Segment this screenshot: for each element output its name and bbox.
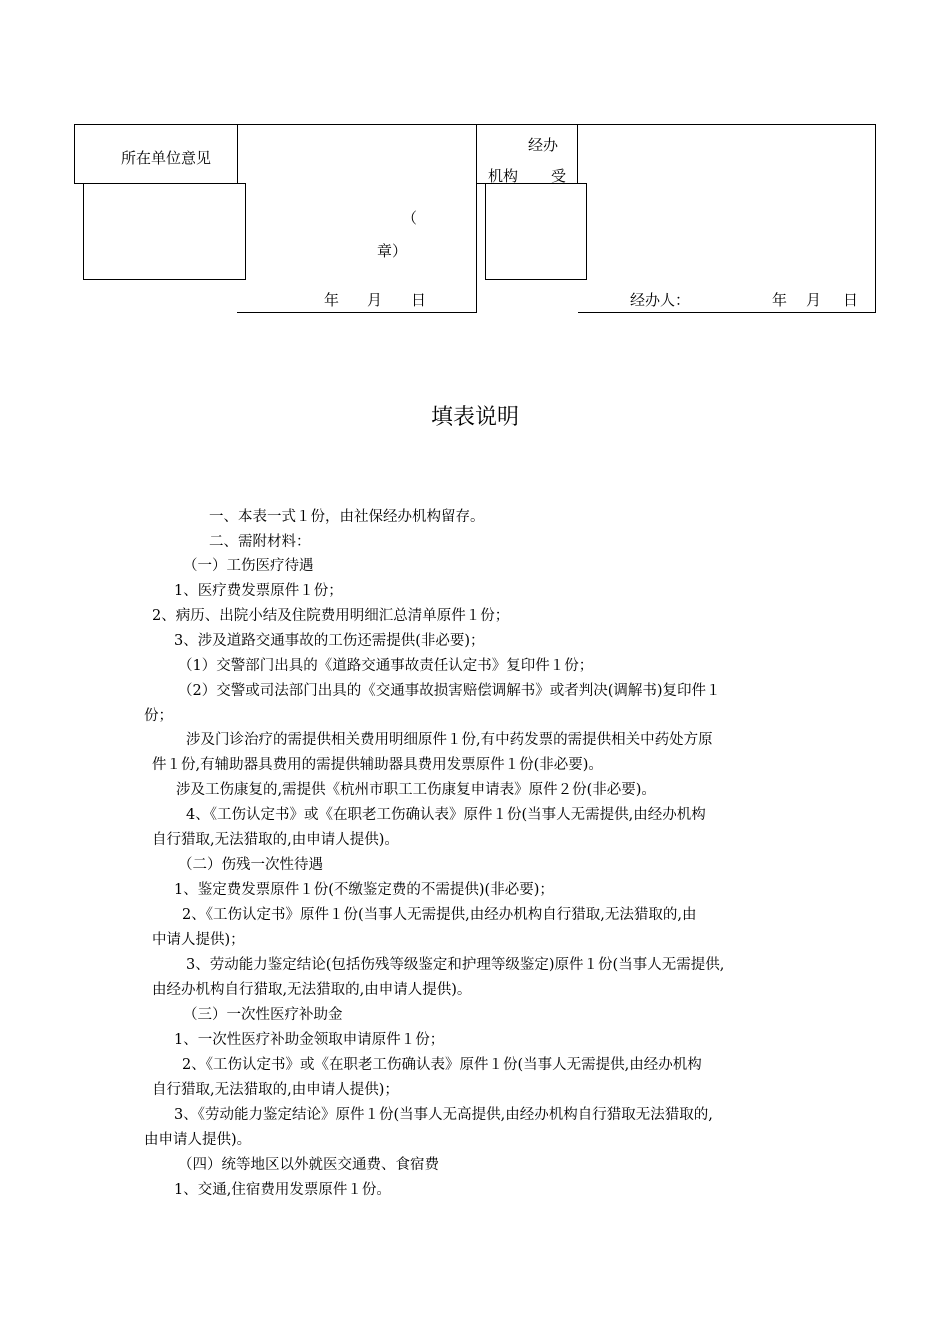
instruction-line: 3、《劳动能力鉴定结论》原件１份(当事人无高提供,由经办机构自行猎取无法猎取的, <box>174 1107 713 1123</box>
handler-date-day: 日 <box>843 291 859 309</box>
instruction-line: 1、一次性医疗补助金领取申请原件１份； <box>174 1032 445 1048</box>
instruction-line: （二）伤残一次性待遇 <box>178 857 323 873</box>
instruction-line: 2、《工伤认定书》原件１份(当事人无需提供,由经办机构自行猎取,无法猎取的,由 <box>182 907 697 923</box>
unit-date-year: 年 <box>324 291 340 309</box>
instruction-line: 涉及门诊治疗的需提供相关费用明细原件１份,有中药发票的需提供相关中药处方原 <box>186 732 713 748</box>
instruction-line: 由经办机构自行猎取,无法猎取的,由申请人提供)。 <box>152 982 472 998</box>
handler-label: 经办人： <box>630 291 691 309</box>
instruction-line: 由申请人提供)。 <box>144 1132 252 1148</box>
unit-date-day: 日 <box>411 291 427 309</box>
instruction-line: 涉及工伤康复的,需提供《杭州市职工工伤康复申请表》原件２份(非必要)。 <box>176 782 656 798</box>
instruction-line: （四）统等地区以外就医交通费、食宿费 <box>178 1157 439 1173</box>
instruction-line: 1、医疗费发票原件１份； <box>174 583 343 599</box>
seal-label: 章） <box>377 242 408 260</box>
instruction-line: （1）交警部门出具的《道路交通事故责任认定书》复印件１份； <box>178 658 594 674</box>
agency-label-line1: 经办 <box>528 136 559 154</box>
instructions-title: 填表说明 <box>430 405 519 430</box>
unit-opinion-label: 所在单位意见 <box>121 149 212 167</box>
unit-opinion-lower-box <box>83 183 246 280</box>
instruction-line: 4、《工伤认定书》或《在职老工伤确认表》原件１份(当事人无需提供,由经办机构 <box>186 807 706 823</box>
instruction-line: 一、本表一式１份，由社保经办机构留存。 <box>209 509 485 525</box>
instruction-line: 自行猎取,无法猎取的,由申请人提供)； <box>152 1082 399 1098</box>
instruction-line: 1、交通,住宿费用发票原件１份。 <box>174 1182 391 1198</box>
instruction-line: 自行猎取,无法猎取的,由申请人提供)。 <box>152 832 399 848</box>
handler-date-year: 年 <box>772 291 788 309</box>
instruction-line: 二、需附材料： <box>209 534 311 550</box>
agency-label-line2: 机构 <box>488 167 519 185</box>
unit-date-underline <box>237 312 477 313</box>
seal-open-paren: （ <box>402 209 418 227</box>
handler-date-month: 月 <box>806 291 822 309</box>
instruction-line: 中请人提供)； <box>152 932 245 948</box>
instruction-line: （三）一次性医疗补助金 <box>183 1007 343 1023</box>
instruction-line: 2、病历、出院小结及住院费用明细汇总清单原件１份； <box>152 608 510 624</box>
instruction-line: （2）交警或司法部门出具的《交通事故损害赔偿调解书》或者判决(调解书)复印件１ <box>178 683 721 699</box>
unit-date-month: 月 <box>367 291 383 309</box>
instruction-line: （一）工伤医疗待遇 <box>183 558 314 574</box>
instruction-line: 3、劳动能力鉴定结论(包括伤残等级鉴定和护理等级鉴定)原件１份(当事人无需提供, <box>186 957 725 973</box>
instruction-line: 份； <box>144 708 173 724</box>
instruction-line: 1、鉴定费发票原件１份(不缴鉴定费的不需提供)(非必要)； <box>174 882 554 898</box>
instruction-line: 2、《工伤认定书》或《在职老工伤确认表》原件１份(当事人无需提供,由经办机构 <box>182 1057 702 1073</box>
agency-label-accept: 受 <box>551 167 567 185</box>
instruction-line: 3、涉及道路交通事故的工伤还需提供(非必要)； <box>174 633 485 649</box>
handler-date-underline <box>578 312 876 313</box>
instruction-line: 件１份,有辅助器具费用的需提供辅助器具费用发票原件１份(非必要)。 <box>152 757 603 773</box>
form-right-border <box>875 124 876 313</box>
agency-lower-box <box>485 183 587 280</box>
